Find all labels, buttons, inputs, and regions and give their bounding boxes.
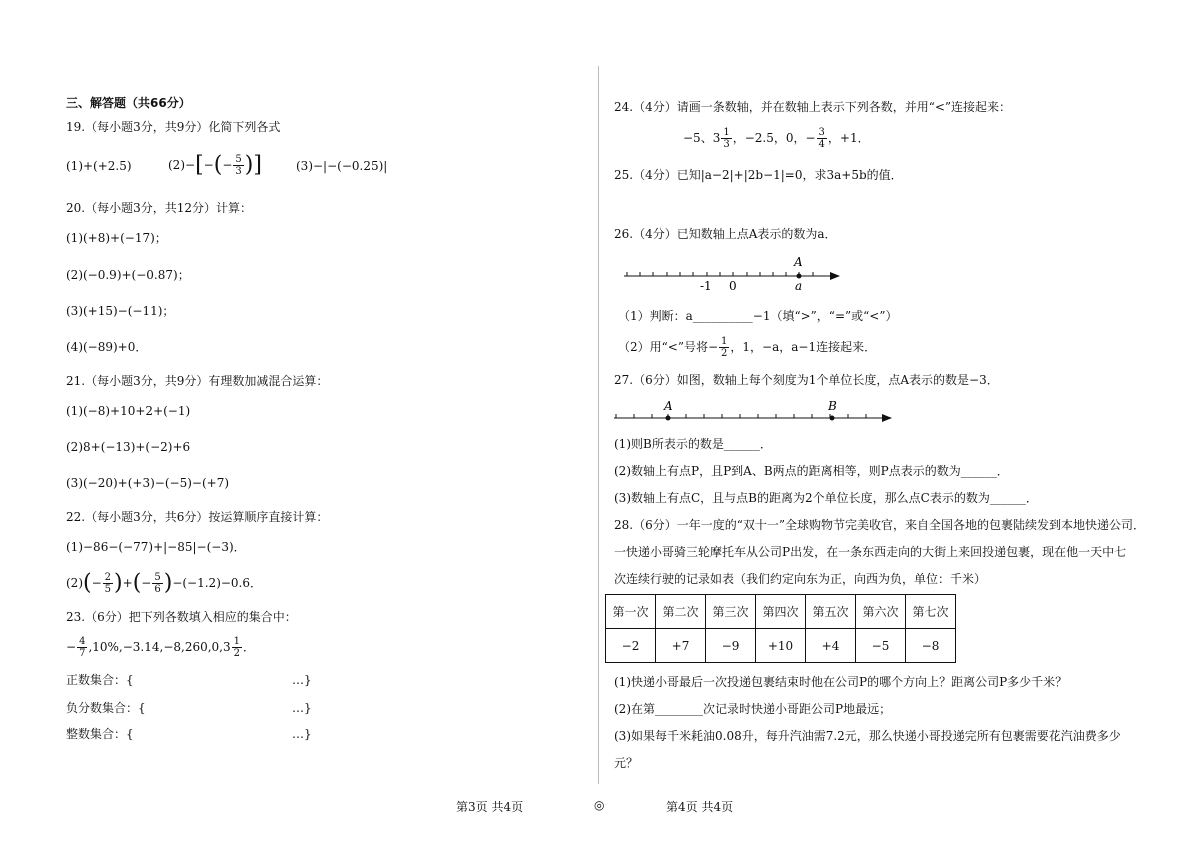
driving-record-table: [605, 594, 956, 663]
negative-fraction-set-end: …}: [292, 701, 312, 715]
q21-part2: (2)8+(−13)+(−2)+6: [66, 440, 191, 454]
table-header-row: [606, 595, 956, 629]
q23-stem: 23.（6分）把下列各数填入相应的集合中：: [66, 610, 297, 624]
positive-set-label: 正数集合：{: [66, 673, 134, 687]
q27-part2: (2)数轴上有点P，且P到A、B两点的距离相等，则P点表示的数为______．: [614, 464, 1009, 478]
q24-stem: 24.（4分）请画一条数轴，并在数轴上表示下列各数，并用“<”连接起来：: [614, 100, 1012, 114]
q28-line3: 次连续行驶的记录如表（我们约定向东为正，向西为负，单位：千米）: [614, 572, 987, 586]
point-a-label: A: [794, 255, 803, 269]
fraction: $\frac{2}{5}$: [104, 572, 112, 595]
table-row: [606, 629, 956, 663]
q20-stem: 20.（每小题3分，共12分）计算：: [66, 201, 252, 215]
table-cell: −9: [706, 629, 756, 663]
integer-set-end: …}: [292, 727, 312, 741]
fraction: $\frac{3}{4}$: [818, 127, 825, 150]
table-header-cell: 第三次: [706, 595, 756, 629]
table-header-cell: 第四次: [756, 595, 806, 629]
footer-page-left: 第3页 共4页: [456, 800, 524, 814]
section-header: 三、解答题（共66分）: [66, 96, 191, 110]
table-cell: −8: [906, 629, 956, 663]
q19-part2: (2)−[−(− $\frac{5}{3}$ )]: [168, 152, 262, 178]
fraction: $\frac{1}{2}$: [721, 336, 728, 359]
q22-part1: (1)−86−(−77)+|−85|−(−3)．: [66, 540, 246, 554]
q27-number-line: [612, 396, 896, 426]
table-header-cell: 第七次: [906, 595, 956, 629]
table-header-cell: 第一次: [606, 595, 656, 629]
q28-part1: (1)快递小哥最后一次投递包裹结束时他在公司P的哪个方向上？距离公司P多少千米？: [614, 675, 1068, 689]
q24-numbers: −5、3 $\frac{1}{3}$ ，−2.5，0，− $\frac{3}{4}$ ，+1．: [683, 127, 870, 150]
table-cell: +4: [806, 629, 856, 663]
point-b: [830, 416, 835, 421]
tick-label-minus1: -1: [700, 279, 712, 293]
table-header-cell: 第二次: [656, 595, 706, 629]
q23-numbers: − $\frac{4}{7}$ ,10%,−3.14,−8,260,0,3 $\frac{1}{2}$ ．: [66, 636, 256, 659]
point-a: [797, 274, 802, 279]
q21-part1: (1)(−8)+10+2+(−1): [66, 404, 191, 418]
footer-center-mark: ◎: [594, 798, 605, 812]
q28-line1: 28.（6分）一年一度的“双十一”全球购物节完美收官，来自全国各地的包裹陆续发到本地快递公司．: [614, 518, 1145, 532]
q22-part2: (2)(− $\frac{2}{5}$ )+(− $\frac{5}{6}$ )−(−1.2)−0.6．: [66, 570, 263, 596]
table-cell: −5: [856, 629, 906, 663]
q26-part1: （1）判断：a__________−1（填“>”，“=”或“<”）: [618, 309, 898, 323]
table-cell: +10: [756, 629, 806, 663]
q28-part3-line2: 元？: [614, 756, 639, 770]
fraction: $\frac{5}{3}$: [235, 154, 242, 177]
q20-part3: (3)(+15)−(−11)；: [66, 304, 175, 318]
point-b-label: B: [828, 399, 837, 413]
q19-stem: 19.（每小题3分，共9分）化简下列各式: [66, 120, 281, 134]
positive-set-end: …}: [292, 673, 312, 687]
q19-part3: (3)−|−(−0.25)|: [296, 159, 388, 173]
q26-part2: （2）用“<”号将− $\frac{1}{2}$ ，1，−a，a−1连接起来．: [618, 336, 877, 359]
q21-part3: (3)(−20)+(+3)−(−5)−(+7): [66, 476, 230, 490]
q27-part1: (1)则B所表示的数是______．: [614, 437, 772, 451]
q22-stem: 22.（每小题3分，共6分）按运算顺序直接计算：: [66, 510, 329, 524]
q21-stem: 21.（每小题3分，共9分）有理数加减混合运算：: [66, 374, 329, 388]
point-a-label: A: [664, 399, 673, 413]
q20-part4: (4)(−89)+0．: [66, 340, 148, 354]
fraction: $\frac{4}{7}$: [79, 636, 86, 659]
point-a-value-label: a: [795, 279, 803, 293]
table-header-cell: 第五次: [806, 595, 856, 629]
q25-text: 25.（4分）已知|a−2|+|2b−1|=0，求3a+5b的值．: [614, 168, 903, 182]
q20-part1: (1)(+8)+(−17)；: [66, 231, 167, 245]
q28-part3-line1: (3)如果每千米耗油0.08升，每升汽油需7.2元，那么快递小哥投递完所有包裹需要花汽油费多少: [614, 729, 1121, 743]
fraction: $\frac{1}{2}$: [233, 636, 241, 659]
q27-stem: 27.（6分）如图，数轴上每个刻度为1个单位长度，点A表示的数是−3．: [614, 373, 999, 387]
q26-number-line: [618, 252, 848, 296]
q28-line2: 一快递小哥骑三轮摩托车从公司P出发，在一条东西走向的大街上来回投递包裹，现在他一天中七: [614, 545, 1127, 559]
table-header-cell: 第六次: [856, 595, 906, 629]
fraction: $\frac{1}{3}$: [723, 127, 730, 150]
footer-page-right: 第4页 共4页: [666, 800, 734, 814]
q28-part2: (2)在第________次记录时快递小哥距公司P地最远；: [614, 702, 892, 716]
q26-stem: 26.（4分）已知数轴上点A表示的数为a．: [614, 227, 837, 241]
point-a: [666, 416, 671, 421]
negative-fraction-set-label: 负分数集合：{: [66, 701, 146, 715]
tick-label-zero: 0: [729, 279, 737, 293]
table-cell: −2: [606, 629, 656, 663]
integer-set-label: 整数集合：{: [66, 727, 134, 741]
fraction: $\frac{5}{6}$: [154, 572, 161, 595]
table-cell: +7: [656, 629, 706, 663]
q27-part3: (3)数轴上有点C，且与点B的距离为2个单位长度，那么点C表示的数为______．: [614, 491, 1038, 505]
q19-part1: (1)+(+2.5): [66, 159, 132, 173]
column-divider: [598, 66, 599, 784]
q20-part2: (2)(−0.9)+(−0.87)；: [66, 268, 190, 282]
